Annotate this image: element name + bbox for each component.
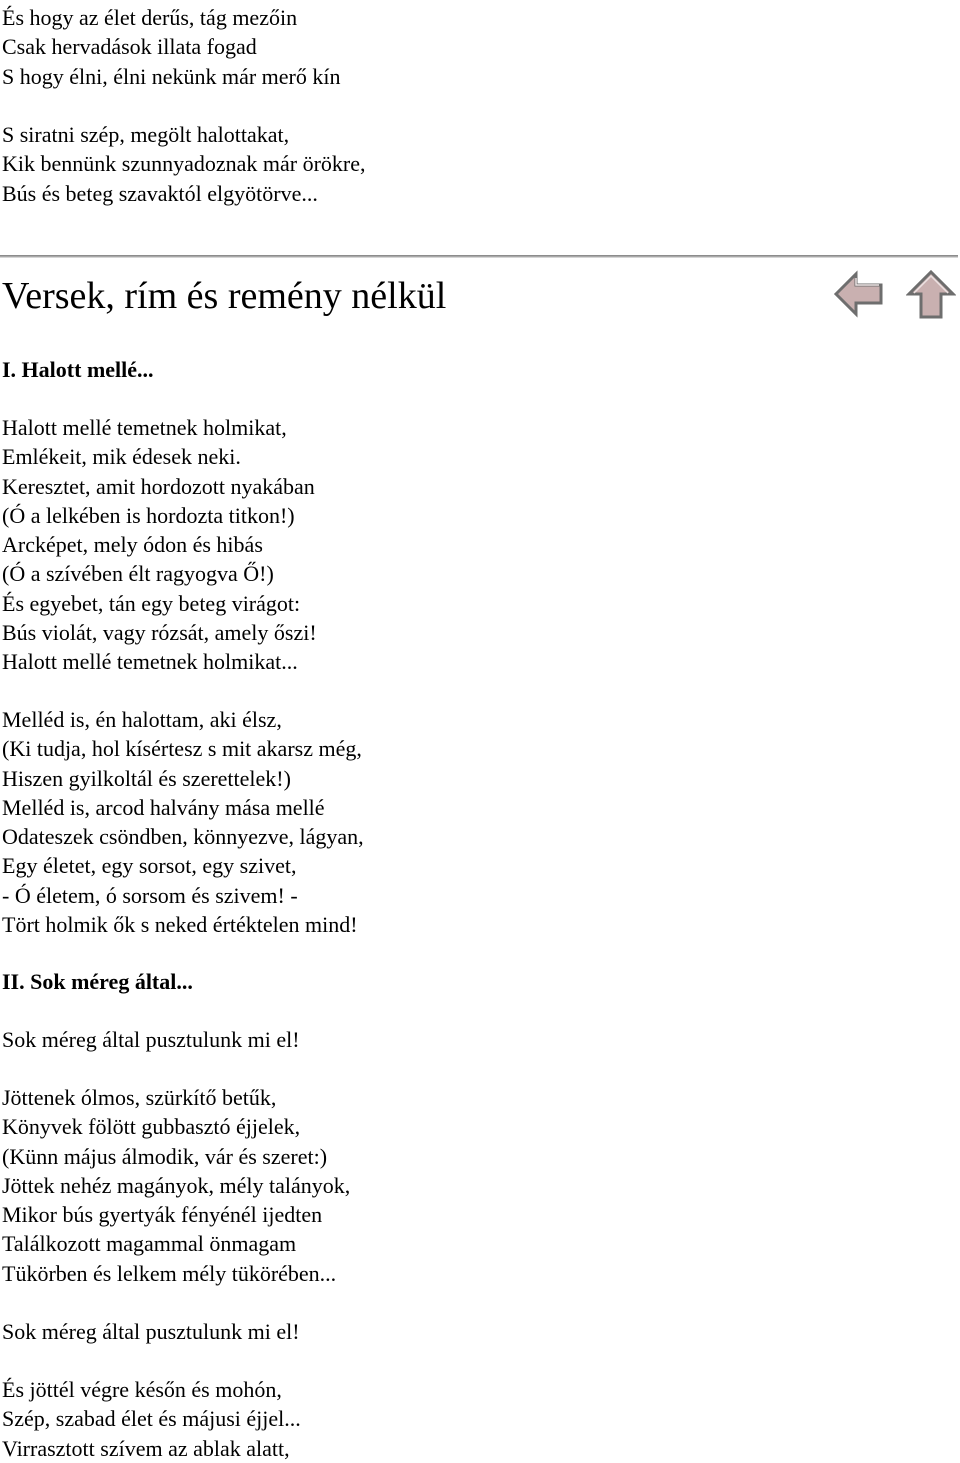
- poem-line: Arcképet, mely ódon és hibás: [2, 532, 263, 557]
- poem-stanza: [2, 1317, 300, 1346]
- poem-line: Sok méreg által pusztulunk mi el!: [2, 1319, 300, 1344]
- poem-line: Melléd is, arcod halvány mása mellé: [2, 794, 325, 820]
- poem-line: Tükörben és lelkem mély tükörében...: [2, 1260, 337, 1286]
- poem-line: (Ó a lelkében is hordozta titkon!): [2, 502, 295, 528]
- page-title: Versek, rím és remény nélkül: [2, 275, 447, 317]
- poem-line: S hogy élni, élni nekünk már merő kín: [2, 63, 341, 89]
- poem-line: - Ó életem, ó sorsom és szivem! -: [2, 882, 298, 908]
- poem-line: Halott mellé temetnek holmikat,: [2, 415, 287, 440]
- horizontal-divider: [0, 255, 958, 258]
- poem-line: [2, 91, 366, 120]
- poem-line: Halott mellé temetnek holmikat...: [2, 649, 298, 674]
- poem-stanza: [2, 1083, 350, 1288]
- poem-stanza: [2, 1375, 301, 1463]
- poem-stanza: [2, 1025, 300, 1054]
- poem-line: És hogy az élet derűs, tág mezőin: [2, 5, 298, 30]
- poem-line: Mikor bús gyertyák fényénél ijedten: [2, 1202, 323, 1227]
- poem-line: Keresztet, amit hordozott nyakában: [2, 473, 315, 499]
- poem-line: Virrasztott szívem az ablak alatt,: [2, 1435, 290, 1461]
- poem-line: Hiszen gyilkoltál és szerettelek!): [2, 765, 291, 791]
- section-heading: I. Halott mellé...: [2, 357, 154, 382]
- poem-line: Bús violát, vagy rózsát, amely őszi!: [2, 619, 317, 645]
- left-arrow-icon: [834, 270, 884, 318]
- poem-stanza: [2, 413, 317, 676]
- poem-line: (Künn május álmodik, vár és szeret:): [2, 1143, 328, 1169]
- poem-line: Odateszek csöndben, könnyezve, lágyan,: [2, 824, 364, 849]
- poem-line: Melléd is, én halottam, aki élsz,: [2, 707, 282, 732]
- poem-line: Találkozott magammal önmagam: [2, 1231, 297, 1257]
- poem-line: És jöttél végre későn és mohón,: [2, 1377, 282, 1402]
- poem-line: Egy életet, egy sorsot, egy szivet,: [2, 853, 297, 879]
- back-nav-button[interactable]: [834, 270, 884, 318]
- poem-line: Jöttek nehéz magányok, mély talányok,: [2, 1172, 351, 1198]
- poem-line: Emlékeit, mik édesek neki.: [2, 444, 241, 470]
- poem-line: Könyvek fölött gubbasztó éjjelek,: [2, 1114, 301, 1140]
- poem-line: S siratni szép, megölt halottakat,: [2, 122, 290, 147]
- poem-line: (Ki tudja, hol kísértesz s mit akarsz még,: [2, 736, 362, 762]
- poem-line: Kik bennünk szunnyadoznak már örökre,: [2, 151, 366, 177]
- poem-line: (Ó a szívében élt ragyogva Ő!): [2, 561, 274, 587]
- up-nav-button[interactable]: [906, 270, 956, 320]
- poem-line: Szép, szabad élet és májusi éjjel...: [2, 1406, 301, 1432]
- section-heading: II. Sok méreg által...: [2, 969, 193, 994]
- poem-line: Csak hervadások illata fogad: [2, 34, 257, 60]
- up-arrow-icon: [906, 270, 956, 320]
- poem-line: Sok méreg által pusztulunk mi el!: [2, 1027, 300, 1052]
- intro-stanza: [2, 3, 366, 208]
- poem-line: Bús és beteg szavaktól elgyötörve...: [2, 180, 318, 206]
- poem-stanza: [2, 705, 364, 939]
- poem-line: Jöttenek ólmos, szürkítő betűk,: [2, 1085, 277, 1110]
- poem-line: Tört holmik ők s neked értéktelen mind!: [2, 911, 358, 937]
- poem-line: És egyebet, tán egy beteg virágot:: [2, 590, 301, 616]
